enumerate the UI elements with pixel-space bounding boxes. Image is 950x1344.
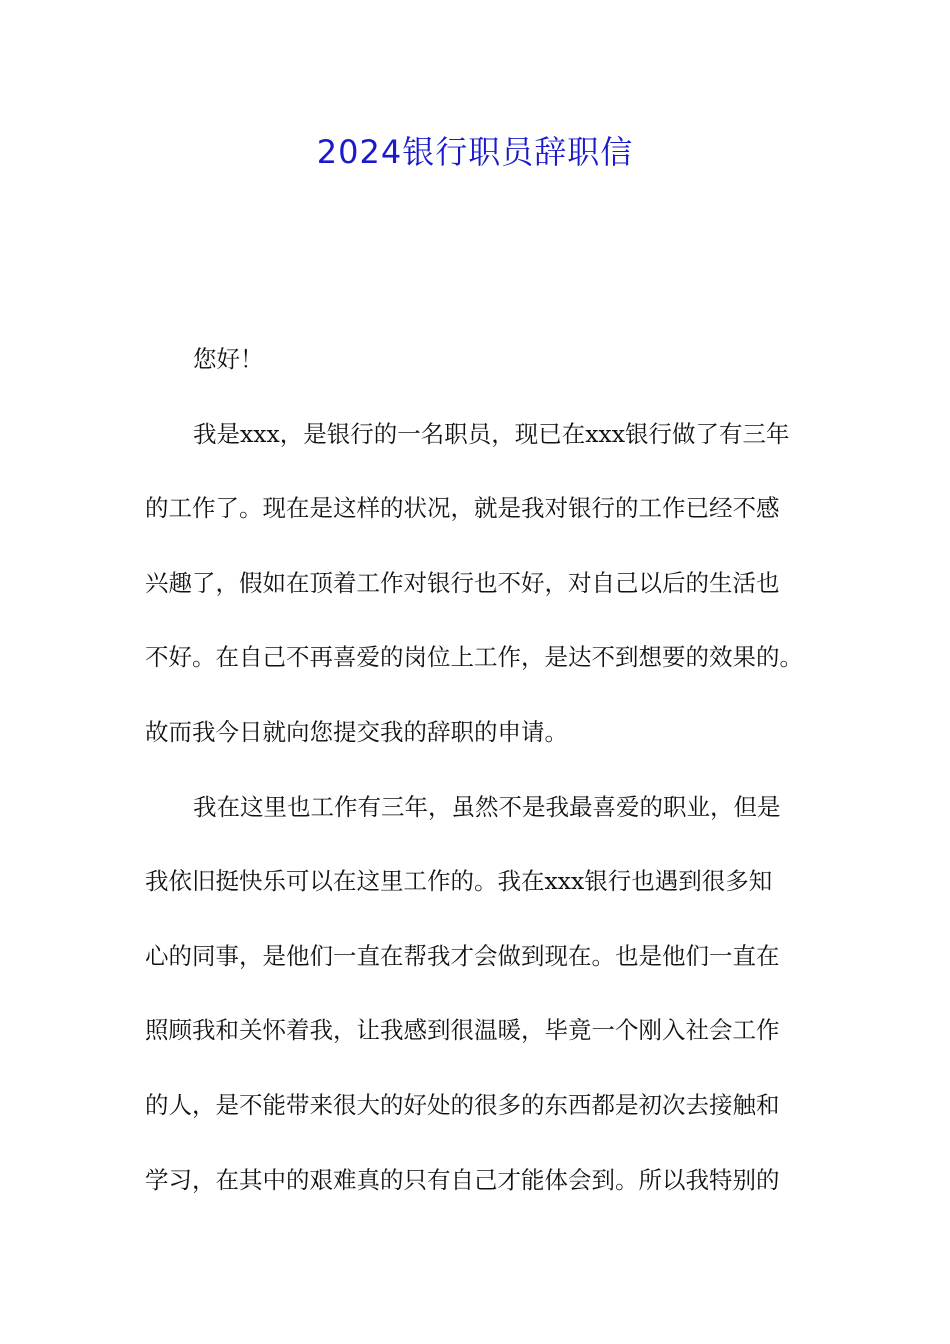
paragraph-line: 我依旧挺快乐可以在这里工作的。我在xxx银行也遇到很多知 xyxy=(145,867,773,896)
paragraph-line: 照顾我和关怀着我，让我感到很温暖，毕竟一个刚入社会工作 xyxy=(145,1016,780,1045)
paragraph-line: 的工作了。现在是这样的状况，就是我对银行的工作已经不感 xyxy=(145,494,780,523)
paragraph-line: 我在这里也工作有三年，虽然不是我最喜爱的职业，但是 xyxy=(193,792,781,821)
paragraph-line: 的人，是不能带来很大的好处的很多的东西都是初次去接触和 xyxy=(145,1090,780,1119)
paragraph-line: 兴趣了，假如在顶着工作对银行也不好，对自己以后的生活也 xyxy=(145,568,780,597)
paragraph-line: 心的同事，是他们一直在帮我才会做到现在。也是他们一直在 xyxy=(145,941,780,970)
paragraph-line: 我是xxx，是银行的一名职员，现已在xxx银行做了有三年 xyxy=(193,419,790,448)
paragraph-line: 学习，在其中的艰难真的只有自己才能体会到。所以我特别的 xyxy=(145,1165,780,1194)
paragraph-line: 您好！ xyxy=(193,345,264,373)
paragraph-line: 不好。在自己不再喜爱的岗位上工作，是达不到想要的效果的。 xyxy=(145,643,803,672)
page-title: 2024银行职员辞职信 xyxy=(316,133,634,171)
paragraph-line: 故而我今日就向您提交我的辞职的申请。 xyxy=(145,717,568,746)
letter-body xyxy=(145,334,810,1229)
